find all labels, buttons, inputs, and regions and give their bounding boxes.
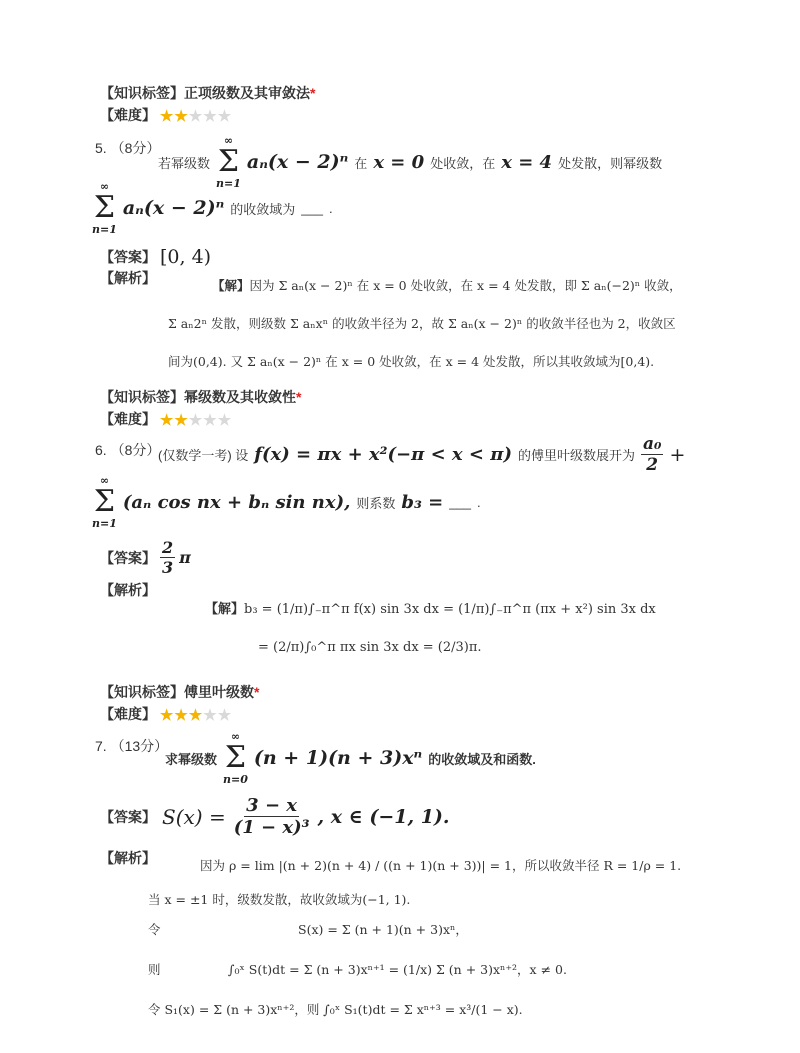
question-7-number: 7. （13分） <box>95 738 169 754</box>
solution-5-line1: 【解】因为 Σ aₙ(x − 2)ⁿ 在 x = 0 处收敛，在 x = 4 处发散，即 Σ aₙ(−2)ⁿ 收敛， <box>212 278 682 293</box>
solution-7-line3: S(x) = Σ (n + 1)(n + 3)xⁿ， <box>298 922 468 937</box>
question-5-line1: 若幂级数 ∞ Σ n=1 aₙ(x − 2)ⁿ 在 x = 0 处收敛，在 x = 4 处发散，则幂级数 <box>158 134 663 190</box>
answer-6: 【答案】 $\frac{2}{3}$ π <box>100 538 191 577</box>
question-5-line2: ∞ Σ n=1 aₙ(x − 2)ⁿ 的收敛域为 ___ . <box>92 180 333 236</box>
analysis-label-7: 【解析】 <box>100 850 156 866</box>
solution-7-line1: 因为 ρ = lim |(n + 2)(n + 4) / ((n + 1)(n + 3))| = 1，所以收敛半径 R = 1/ρ = 1. <box>200 858 682 873</box>
star-filled-icon: ★ <box>174 108 189 125</box>
difficulty-top: 【难度】 ★★★★★ <box>100 107 233 125</box>
knowledge-tag-5: 【知识标签】幂级数及其收敛性* <box>100 389 302 405</box>
star-empty-icon: ★ <box>203 412 218 429</box>
solution-7-line2: 当 x = ±1 时，级数发散，故收敛域为(−1, 1). <box>148 892 411 907</box>
knowledge-tag-6: 【知识标签】傅里叶级数* <box>100 684 260 700</box>
analysis-label-5: 【解析】 <box>100 270 156 286</box>
solution-7-line3-label: 令 <box>148 922 161 937</box>
star-filled-icon: ★ <box>159 108 175 125</box>
solution-7-line4: ∫₀ˣ S(t)dt = Σ (n + 3)xⁿ⁺¹ = (1/x) Σ (n + 3)xⁿ⁺²，x ≠ 0. <box>228 962 567 977</box>
star-filled-icon: ★ <box>159 707 175 724</box>
difficulty-stars <box>160 107 232 125</box>
analysis-label-6: 【解析】 <box>100 582 156 598</box>
answer-7: 【答案】 S(x) = $\frac{3 - x}{\text{(1 − x)³}}$ , x ∈ (−1, 1). <box>100 795 450 838</box>
solution-7-line5: 令 S₁(x) = Σ (n + 3)xⁿ⁺²，则 ∫₀ˣ S₁(t)dt = Σ xⁿ⁺³ = x³/(1 − x). <box>148 1002 523 1017</box>
star-empty-icon: ★ <box>217 412 233 429</box>
star-filled-icon: ★ <box>174 412 189 429</box>
star-empty-icon: ★ <box>217 707 233 724</box>
question-7-line1: 求幂级数 ∞ Σ n=0 (n + 1)(n + 3)xⁿ 的收敛域及和函数. <box>165 730 536 786</box>
solution-6-line2: = (2/π)∫₀^π πx sin 3x dx = (2/3)π. <box>258 640 482 655</box>
sum-symbol: ∞ Σ n=1 <box>216 134 241 190</box>
question-6-number: 6. （8分） <box>95 442 161 458</box>
star-empty-icon: ★ <box>203 707 218 724</box>
question-5-number: 5. （8分） <box>95 140 161 156</box>
question-6-line1: (仅数学一考) 设 f(x) = πx + x²(−π < x < π) 的傅里叶级数展开为 $\frac{\text{a₀}}{2}$ + <box>158 434 686 475</box>
star-filled-icon: ★ <box>188 707 204 724</box>
answer-5: 【答案】 [0, 4) <box>100 246 212 268</box>
star-empty-icon: ★ <box>188 108 204 125</box>
star-empty-icon: ★ <box>203 108 218 125</box>
solution-7-line4-label: 则 <box>148 962 161 977</box>
solution-5-line3: 间为(0,4). 又 Σ aₙ(x − 2)ⁿ 在 x = 0 处收敛，在 x = 4 处发散，所以其收敛域为[0,4). <box>168 354 655 369</box>
solution-5-line2: Σ aₙ2ⁿ 发散，则级数 Σ aₙxⁿ 的收敛半径为 2，故 Σ aₙ(x − 2)ⁿ 的收敛半径也为 2，收敛区 <box>168 316 676 331</box>
star-filled-icon: ★ <box>174 707 189 724</box>
knowledge-tag-top: 【知识标签】正项级数及其审敛法* <box>100 85 316 101</box>
star-empty-icon: ★ <box>188 412 204 429</box>
difficulty-stars <box>160 411 232 429</box>
difficulty-5: 【难度】 ★★★★★ <box>100 411 233 429</box>
difficulty-6: 【难度】 ★★★★★ <box>100 706 233 724</box>
star-empty-icon: ★ <box>217 108 233 125</box>
star-filled-icon: ★ <box>159 412 175 429</box>
difficulty-stars <box>160 706 232 724</box>
solution-6-line1: 【解】b₃ = (1/π)∫₋π^π f(x) sin 3x dx = (1/π)∫₋π^π (πx + x²) sin 3x dx <box>205 602 656 617</box>
question-6-line2: ∞ Σ n=1 (aₙ cos nx + bₙ sin nx), 则系数 b₃ = ___ . <box>92 474 481 530</box>
